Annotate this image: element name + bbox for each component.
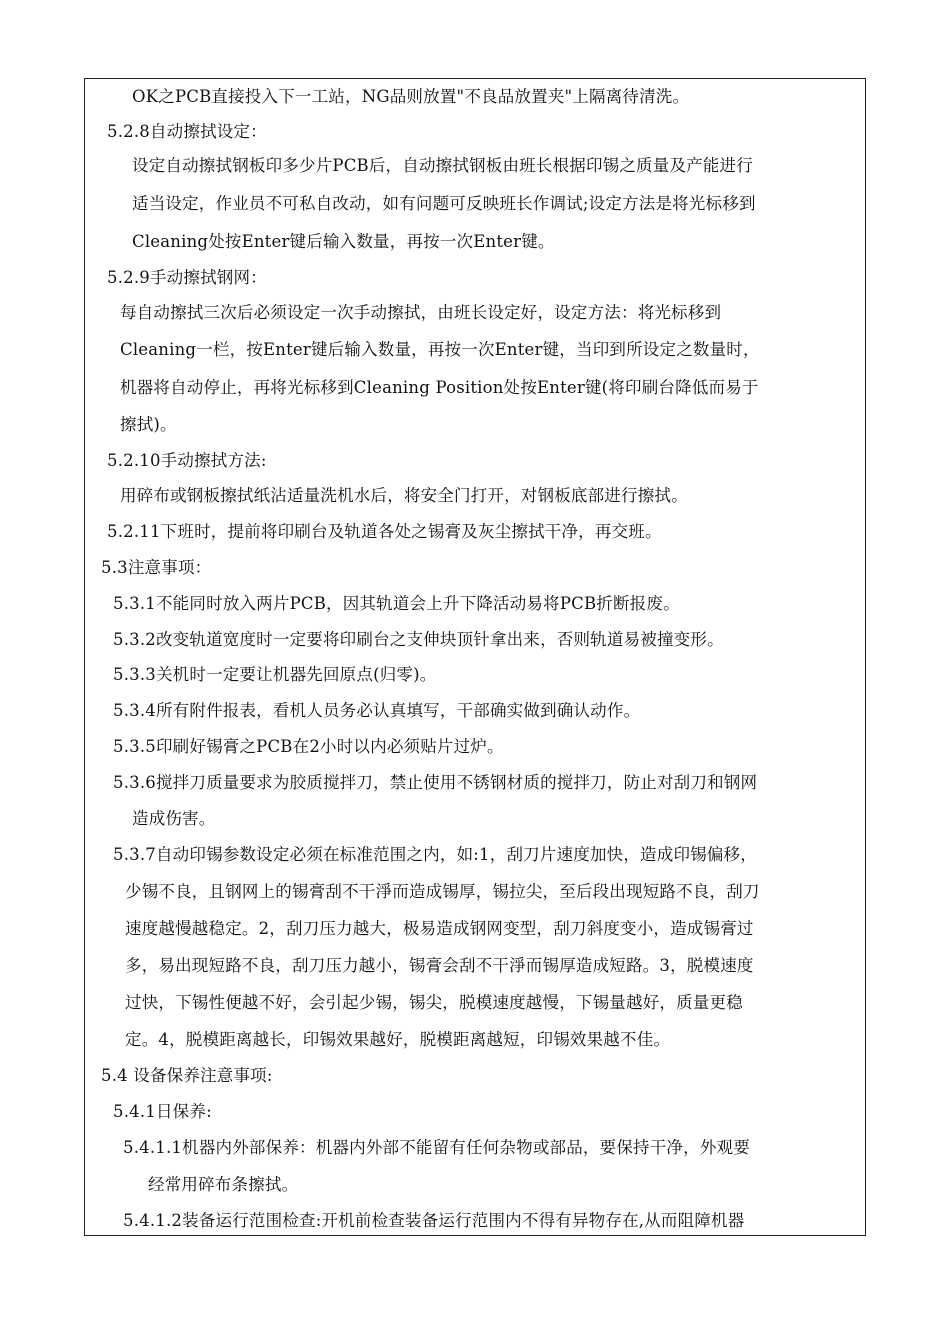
text-line: 适当设定，作业员不可私自改动，如有问题可反映班长作调试;设定方法是将光标移到	[132, 194, 756, 213]
text-line: 定。4，脱模距离越长，印锡效果越好，脱模距离越短，印锡效果越不佳。	[125, 1030, 671, 1049]
text-line: 5.3.5印刷好锡膏之PCB在2小时以内必须贴片过炉。	[113, 737, 504, 756]
section-heading: 5.4 设备保养注意事项:	[101, 1066, 273, 1085]
text-line: 过快，下锡性便越不好，会引起少锡，锡尖，脱模速度越慢，下锡量越好，质量更稳	[125, 993, 743, 1012]
text-line: 5.4.1.2装备运行范围检查:开机前检查装备运行范围内不得有异物存在,从而阻障机器	[123, 1211, 745, 1230]
text-line: 5.2.11下班时，提前将印刷台及轨道各处之锡膏及灰尘擦拭干净，再交班。	[107, 522, 662, 541]
text-line: 5.3.3关机时一定要让机器先回原点(归零)。	[113, 665, 437, 684]
text-line: 5.3.2改变轨道宽度时一定要将印刷台之支伸块顶针拿出来，否则轨道易被撞变形。	[113, 630, 724, 649]
text-line: 机器将自动停止，再将光标移到Cleaning Position处按Enter键(将印刷台降低而易于	[120, 378, 759, 397]
text-line: 用碎布或钢板擦拭纸沾适量洗机水后，将安全门打开，对钢板底部进行擦拭。	[120, 486, 688, 505]
text-line: 造成伤害。	[132, 809, 216, 828]
text-line: 擦拭)。	[120, 415, 177, 434]
section-heading: 5.2.9手动擦拭钢网：	[107, 268, 267, 287]
section-heading: 5.4.1日保养:	[113, 1102, 212, 1121]
text-line: 每自动擦拭三次后必须设定一次手动擦拭，由班长设定好，设定方法：将光标移到	[120, 303, 722, 322]
text-line: 5.3.7自动印锡参数设定必须在标准范围之内，如:1，刮刀片速度加快，造成印锡偏移，	[113, 845, 757, 864]
text-line: 速度越慢越稳定。2，刮刀压力越大，极易造成钢网变型，刮刀斜度变小，造成锡膏过	[125, 919, 754, 938]
text-line: Cleaning处按Enter键后输入数量，再按一次Enter键。	[132, 232, 555, 251]
text-line: 5.3.4所有附件报表，看机人员务必认真填写，干部确实做到确认动作。	[113, 701, 641, 720]
section-heading: 5.3注意事项：	[101, 558, 212, 577]
text-line: 5.4.1.1机器内外部保养：机器内外部不能留有任何杂物或部品，要保持干净，外观要	[123, 1138, 750, 1157]
text-line: 多，易出现短路不良，刮刀压力越小，锡膏会刮不干淨而锡厚造成短路。3，脱模速度	[125, 956, 754, 975]
text-line: OK之PCB直接投入下一工站，NG品则放置"不良品放置夹"上隔离待清洗。	[132, 87, 690, 106]
text-line: Cleaning一栏，按Enter键后输入数量，再按一次Enter键，当印到所设定之数量时，	[120, 340, 760, 359]
text-line: 5.3.1不能同时放入两片PCB，因其轨道会上升下降活动易将PCB折断报废。	[113, 594, 680, 613]
text-line: 设定自动擦拭钢板印多少片PCB后，自动擦拭钢板由班长根据印锡之质量及产能进行	[132, 156, 753, 175]
text-line: 少锡不良，且钢网上的锡膏刮不干淨而造成锡厚，锡拉尖，至后段出现短路不良，刮刀	[125, 882, 760, 901]
text-line: 5.3.6搅拌刀质量要求为胶质搅拌刀，禁止使用不锈钢材质的搅拌刀，防止对刮刀和钢网	[113, 773, 758, 792]
text-line: 经常用碎布条擦拭。	[148, 1175, 299, 1194]
section-heading: 5.2.10手动擦拭方法:	[107, 451, 267, 470]
section-heading: 5.2.8自动擦拭设定：	[107, 122, 267, 141]
